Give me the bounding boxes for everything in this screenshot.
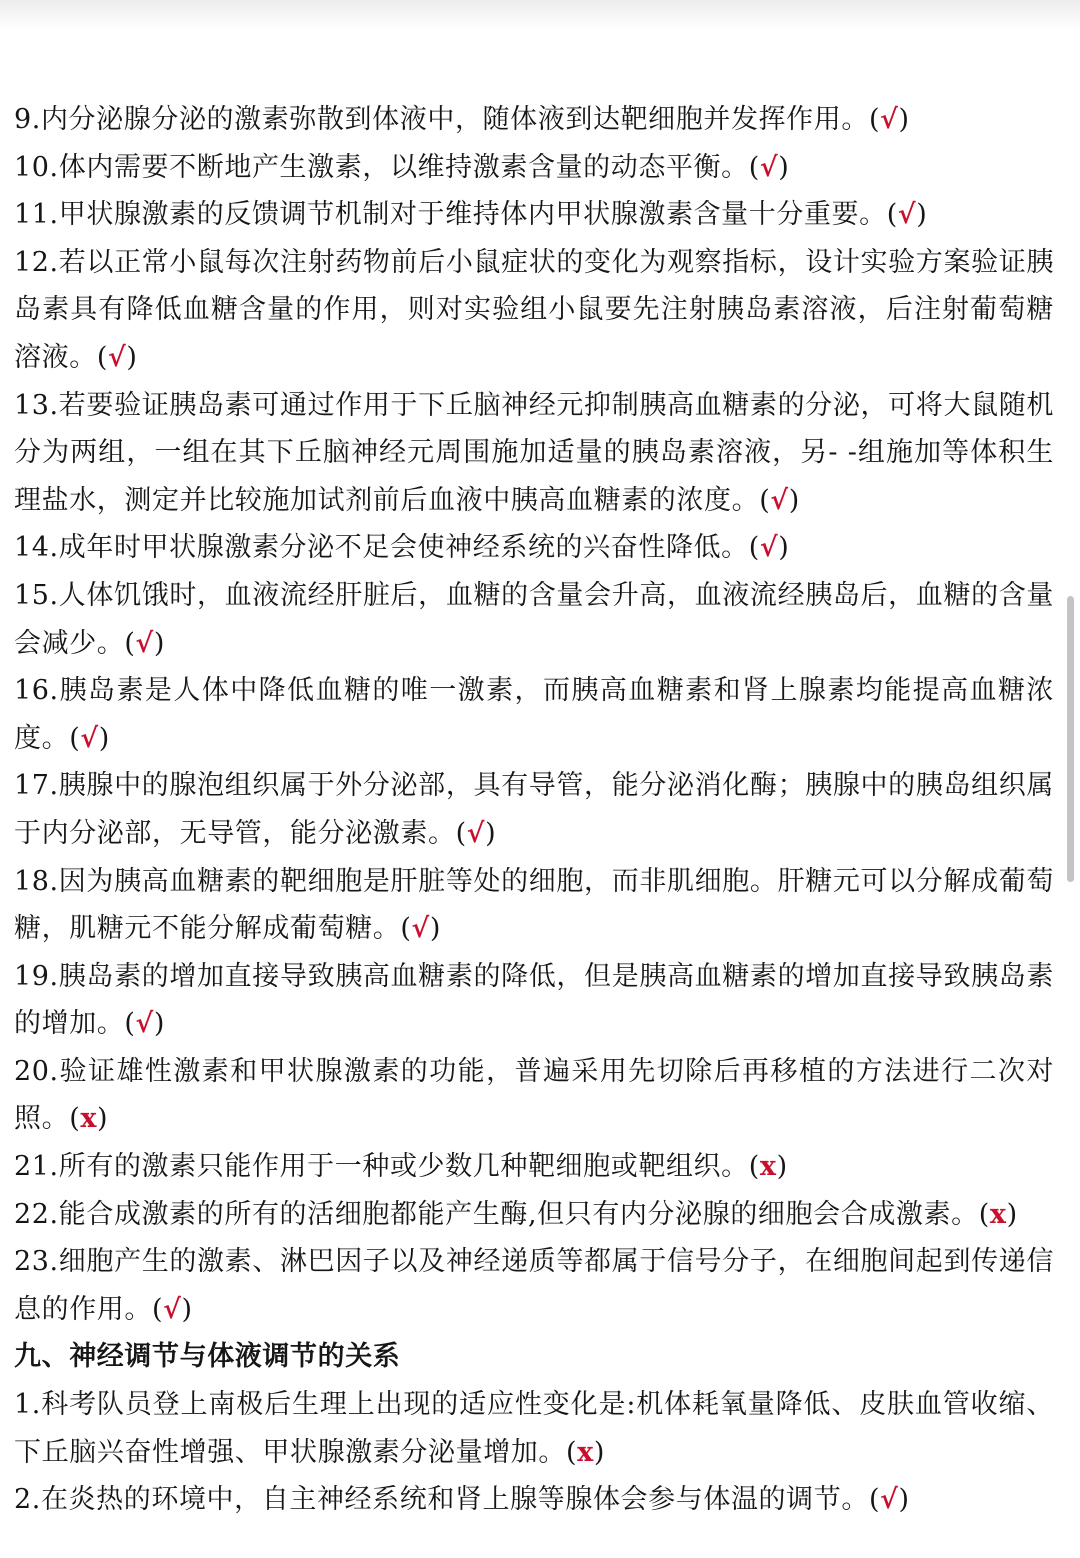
statement-text: 23.细胞产生的激素、淋巴因子以及神经递质等都属于信号分子，在细胞间起到传递信息的作用。 xyxy=(14,1246,1054,1325)
correct-mark: √ xyxy=(135,1008,154,1040)
answer-close-paren: ) xyxy=(98,722,110,754)
answer-close-paren: ) xyxy=(916,199,928,231)
answer-open-paren: ( xyxy=(886,199,898,231)
document-body xyxy=(14,96,1054,1524)
answer-close-paren: ) xyxy=(97,1103,109,1135)
statement-text: 22.能合成激素的所有的活细胞都能产生酶,但只有内分泌腺的细胞会合成激素。 xyxy=(14,1198,979,1230)
answer-open-paren: ( xyxy=(868,1484,881,1516)
correct-mark: √ xyxy=(759,151,779,183)
answer-close-paren: ) xyxy=(429,913,442,945)
answer-close-paren: ) xyxy=(126,341,138,373)
statement-item xyxy=(14,1048,1054,1143)
statement-text: 17.胰腺中的腺泡组织属于外分泌部，具有导管，能分泌消化酶；胰腺中的胰岛组织属于内分泌部，无导管，能分泌激素。 xyxy=(14,770,1054,849)
answer-close-paren: ) xyxy=(593,1436,605,1468)
answer-open-paren: ( xyxy=(978,1198,990,1230)
answer-open-paren: ( xyxy=(152,1293,164,1325)
answer-open-paren: ( xyxy=(96,341,108,373)
statement-text: 15.人体饥饿时，血液流经肝脏后，血糖的含量会升高，血液流经胰岛后，血糖的含量会减少。 xyxy=(14,579,1054,659)
statement-text: 14.成年时甲状腺激素分泌不足会使神经系统的兴奋性降低。 xyxy=(14,532,749,564)
answer-close-paren: ) xyxy=(1006,1198,1018,1230)
correct-mark: √ xyxy=(163,1293,182,1325)
scrollbar-thumb[interactable] xyxy=(1067,596,1074,882)
statement-item xyxy=(14,858,1054,953)
statement-text: 11.甲状腺激素的反馈调节机制对于维持体内甲状腺激素含量十分重要。 xyxy=(14,199,887,231)
answer-open-paren: ( xyxy=(400,913,412,945)
statement-item xyxy=(14,524,1054,572)
statement-item xyxy=(14,953,1054,1048)
statement-text: 12.若以正常小鼠每次注射药物前后小鼠症状的变化为观察指标，设计实验方案验证胰岛素具有降低血糖含量的作用，则对实验组小鼠要先注射胰岛素溶液，后注射葡萄糖溶液。 xyxy=(14,246,1054,373)
correct-mark: √ xyxy=(897,199,917,231)
correct-mark: √ xyxy=(880,1484,899,1516)
statement-item xyxy=(14,1191,1054,1239)
statement-item xyxy=(14,191,1054,239)
correct-mark: √ xyxy=(466,817,486,849)
correct-mark: √ xyxy=(759,532,779,564)
wrong-mark: x xyxy=(80,1103,98,1135)
statement-text: 13.若要验证胰岛素可通过作用于下丘脑神经元抑制胰高血糖素的分泌，可将大鼠随机分为两组，一组在其下丘脑神经元周围施加适量的胰岛素溶液，另- -组施加等体积生理盐水，测定并比较施加试剂前后血液中胰高血糖素的浓度。 xyxy=(14,389,1054,516)
correct-mark: √ xyxy=(135,627,154,659)
statement-item xyxy=(14,144,1054,192)
wrong-mark: x xyxy=(759,1151,777,1183)
statement-item xyxy=(14,1476,1054,1524)
answer-open-paren: ( xyxy=(566,1436,578,1468)
statement-item xyxy=(14,572,1054,667)
statement-item xyxy=(14,1143,1054,1191)
answer-close-paren: ) xyxy=(153,1008,166,1040)
answer-close-paren: ) xyxy=(778,532,790,564)
answer-close-paren: ) xyxy=(181,1293,193,1325)
statement-item xyxy=(14,96,1054,144)
wrong-mark: x xyxy=(989,1198,1007,1230)
statement-item xyxy=(14,1381,1054,1476)
statement-text: 19.胰岛素的增加直接导致胰高血糖素的降低，但是胰高血糖素的增加直接导致胰岛素的增加。 xyxy=(14,960,1054,1040)
statement-item xyxy=(14,762,1054,857)
section-heading: 九、神经调节与体液调节的关系 xyxy=(14,1341,401,1373)
answer-open-paren: ( xyxy=(124,1008,136,1040)
answer-close-paren: ) xyxy=(776,1151,788,1183)
answer-close-paren: ) xyxy=(778,151,790,183)
statement-text: 1.科考队员登上南极后生理上出现的适应性变化是:机体耗氧量降低、皮肤血管收缩、下丘脑兴奋性增强、甲状腺激素分泌量增加。 xyxy=(14,1389,1054,1468)
answer-open-paren: ( xyxy=(124,627,136,659)
statement-list-part1 xyxy=(14,96,1054,1333)
answer-close-paren: ) xyxy=(898,1484,910,1516)
statement-text: 10.体内需要不断地产生激素，以维持激素含量的动态平衡。 xyxy=(14,151,749,183)
answer-open-paren: ( xyxy=(69,722,81,754)
correct-mark: √ xyxy=(107,341,127,373)
answer-open-paren: ( xyxy=(759,484,771,516)
answer-close-paren: ) xyxy=(153,627,166,659)
answer-close-paren: ) xyxy=(898,104,910,135)
statement-text: 9.内分泌腺分泌的激素弥散到体液中，随体液到达靶细胞并发挥作用。 xyxy=(14,104,869,135)
answer-open-paren: ( xyxy=(868,104,881,135)
top-edge-shade xyxy=(0,0,1080,30)
statement-text: 20.验证雄性激素和甲状腺激素的功能，普遍采用先切除后再移植的方法进行二次对照。 xyxy=(14,1055,1054,1135)
statement-text: 2.在炎热的环境中，自主神经系统和肾上腺等腺体会参与体温的调节。 xyxy=(14,1484,869,1516)
statement-item xyxy=(14,667,1054,762)
correct-mark: √ xyxy=(770,484,789,516)
statement-item xyxy=(14,239,1054,382)
statement-item xyxy=(14,382,1054,525)
correct-mark: √ xyxy=(80,722,99,754)
answer-open-paren: ( xyxy=(748,151,760,183)
answer-open-paren: ( xyxy=(69,1103,81,1135)
answer-open-paren: ( xyxy=(748,532,760,564)
answer-open-paren: ( xyxy=(455,817,467,849)
statement-text: 18.因为胰高血糖素的靶细胞是肝脏等处的细胞，而非肌细胞。肝糖元可以分解成葡萄糖，肌糖元不能分解成葡萄糖。 xyxy=(14,865,1054,945)
statement-list-part2 xyxy=(14,1381,1054,1524)
correct-mark: √ xyxy=(880,104,899,135)
answer-close-paren: ) xyxy=(485,817,497,849)
answer-open-paren: ( xyxy=(748,1151,760,1183)
wrong-mark: x xyxy=(577,1436,594,1468)
statement-text: 21.所有的激素只能作用于一种或少数几种靶细胞或靶组织。 xyxy=(14,1151,749,1183)
answer-close-paren: ) xyxy=(788,484,800,516)
statement-text: 16.胰岛素是人体中降低血糖的唯一激素，而胰高血糖素和肾上腺素均能提高血糖浓度。 xyxy=(14,675,1054,754)
statement-item xyxy=(14,1238,1054,1333)
correct-mark: √ xyxy=(411,913,430,945)
